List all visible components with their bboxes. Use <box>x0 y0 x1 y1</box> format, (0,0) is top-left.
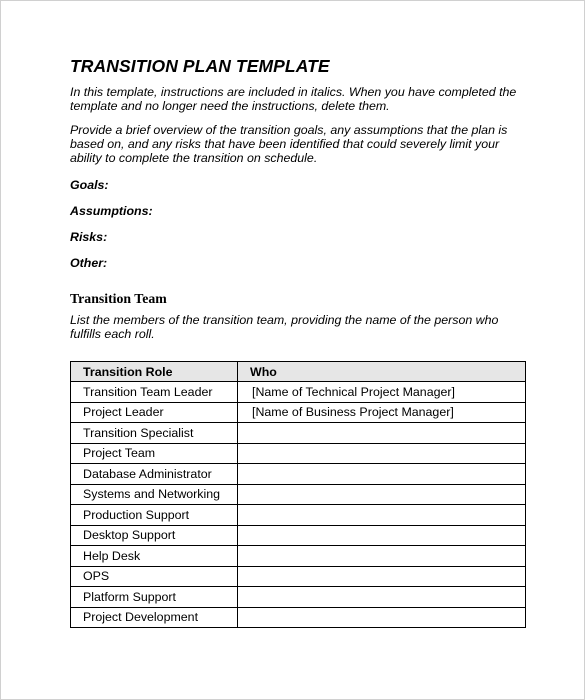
role-cell: Help Desk <box>71 546 238 567</box>
who-cell <box>238 566 526 587</box>
team-instructions-paragraph: List the members of the transition team, providing the name of the person who fulfills each roll. <box>70 313 499 342</box>
instructions-paragraph: In this template, instructions are included in italics. When you have completed the template and no longer need the instructions, delete them. <box>70 85 517 114</box>
who-cell <box>238 464 526 485</box>
role-cell: Production Support <box>71 505 238 526</box>
role-cell: Transition Specialist <box>71 423 238 444</box>
goals-label: Goals: <box>70 178 109 192</box>
transition-team-table <box>70 361 526 628</box>
role-cell: Transition Team Leader <box>71 382 238 403</box>
table-row <box>71 566 526 587</box>
role-cell: OPS <box>71 566 238 587</box>
who-cell: [Name of Business Project Manager] <box>238 402 526 423</box>
table-row <box>71 464 526 485</box>
table-row <box>71 607 526 628</box>
table-row <box>71 382 526 403</box>
role-cell: Database Administrator <box>71 464 238 485</box>
transition-team-heading: Transition Team <box>70 291 167 306</box>
who-cell <box>238 443 526 464</box>
who-cell <box>238 525 526 546</box>
role-cell: Project Team <box>71 443 238 464</box>
who-cell <box>238 423 526 444</box>
table-row <box>71 546 526 567</box>
table-row <box>71 505 526 526</box>
header-transition-role: Transition Role <box>71 362 238 382</box>
table-row <box>71 525 526 546</box>
who-cell <box>238 546 526 567</box>
assumptions-label: Assumptions: <box>70 204 153 218</box>
who-cell: [Name of Technical Project Manager] <box>238 382 526 403</box>
table-row <box>71 423 526 444</box>
other-label: Other: <box>70 256 108 270</box>
role-cell: Project Development <box>71 607 238 628</box>
table-row <box>71 402 526 423</box>
table-row <box>71 484 526 505</box>
who-cell <box>238 587 526 608</box>
role-cell: Desktop Support <box>71 525 238 546</box>
table-row <box>71 443 526 464</box>
risks-label: Risks: <box>70 230 108 244</box>
who-cell <box>238 607 526 628</box>
header-who: Who <box>238 362 526 382</box>
role-cell: Systems and Networking <box>71 484 238 505</box>
document-title: TRANSITION PLAN TEMPLATE <box>70 56 330 76</box>
table-row <box>71 587 526 608</box>
role-cell: Project Leader <box>71 402 238 423</box>
who-cell <box>238 484 526 505</box>
overview-instructions-paragraph: Provide a brief overview of the transition goals, any assumptions that the plan is based on, and any risks that have been identified that could severely limit your ability to complete the transition on schedule. <box>70 123 508 166</box>
table-header-row <box>71 362 526 382</box>
role-cell: Platform Support <box>71 587 238 608</box>
who-cell <box>238 505 526 526</box>
